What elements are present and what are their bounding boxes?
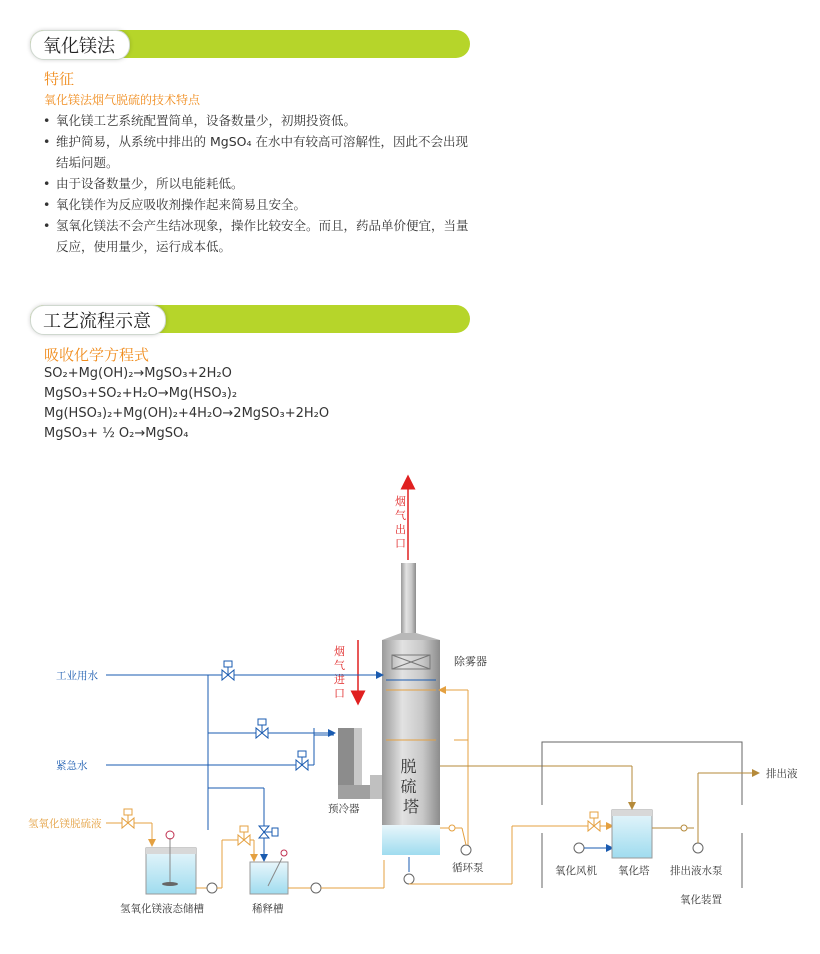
discharge-liquid-label: 排出液 [766, 768, 798, 780]
oxidation-fan-label: 氧化风机 [555, 865, 597, 877]
section-title-1: 氧化镁法 [30, 30, 130, 60]
oxidation-tower-label: 氧化塔 [618, 865, 650, 877]
valve-icon [259, 826, 269, 832]
dilution-tank [250, 862, 288, 894]
pump-icon [404, 874, 414, 884]
equation-line: MgSO₃+SO₂+H₂O→Mg(HSO₃)₂ [44, 386, 238, 401]
feature-item: • 氢氧化镁法不会产生结冰现象，操作比较安全。而且，药品单价便宜，当量反应，使用量少，运行成本低。 [42, 215, 472, 257]
precooler-label: 预冷器 [328, 803, 360, 815]
fan-icon [574, 843, 584, 853]
circulation-pump-label: 循环泵 [452, 862, 484, 874]
feature-item: • 氧化镁工艺系统配置简单，设备数量少，初期投资低。 [42, 110, 472, 131]
mg-hydroxide-storage-tank [146, 848, 196, 894]
feature-subheading: 氧化镁法烟气脱硫的技术特点 [44, 93, 201, 107]
pump-icon [207, 883, 217, 893]
section-title-2: 工艺流程示意 [30, 305, 166, 335]
valve-icon [588, 821, 594, 831]
equation-line: SO₂+Mg(OH)₂→MgSO₃+2H₂O [44, 366, 232, 381]
stack-transition [382, 633, 440, 640]
pump-icon [693, 843, 703, 853]
valve-icon [296, 760, 302, 770]
pump-icon [311, 883, 321, 893]
valve-icon [122, 818, 128, 828]
agitator-icon [281, 850, 287, 856]
feature-item: • 维护简易，从系统中排出的 MgSO₄ 在水中有较高可溶解性，因此不会出现结垢问题。 [42, 131, 472, 173]
equation-line: Mg(HSO₃)₂+Mg(OH)₂+4H₂O→2MgSO₃+2H₂O [44, 406, 330, 421]
feature-item: • 氧化镁作为反应吸收剂操作起来简易且安全。 [42, 194, 472, 215]
equations-heading: 吸收化学方程式 [44, 346, 150, 364]
industrial-water-label: 工业用水 [56, 670, 98, 682]
storage-tank-label: 氢氧化镁液态储槽 [120, 903, 204, 915]
dilution-tank-label: 稀释槽 [252, 903, 284, 915]
pump-icon [461, 845, 471, 855]
emergency-water-label: 紧急水 [56, 760, 88, 772]
valve-icon [222, 670, 228, 680]
feature-heading: 特征 [44, 70, 75, 88]
valve-icon [238, 835, 244, 845]
agitator-icon [166, 831, 174, 839]
oxidation-tower [612, 810, 652, 858]
mg-hydroxide-solution-label: 氢氧化镁脱硫液 [28, 818, 102, 830]
oxidation-unit-label: 氧化装置 [680, 894, 722, 906]
precooler [338, 728, 354, 788]
equation-line: MgSO₃+ ½ O₂→MgSO₄ [44, 426, 189, 441]
valve-icon [256, 728, 262, 738]
discharge-pump-label: 排出液水泵 [670, 865, 723, 877]
demister-label: 除雾器 [454, 655, 487, 668]
stack [401, 563, 416, 633]
tower-label: 脱 硫 塔 [400, 757, 420, 816]
flue-gas-outlet-label: 烟 气 出 口 [395, 495, 406, 550]
desulfurization-tower [382, 640, 440, 855]
feature-item: • 由于设备数量少，所以电能耗低。 [42, 173, 472, 194]
flue-gas-inlet-label: 烟 气 进 口 [334, 645, 345, 700]
tower-sump [382, 825, 440, 855]
